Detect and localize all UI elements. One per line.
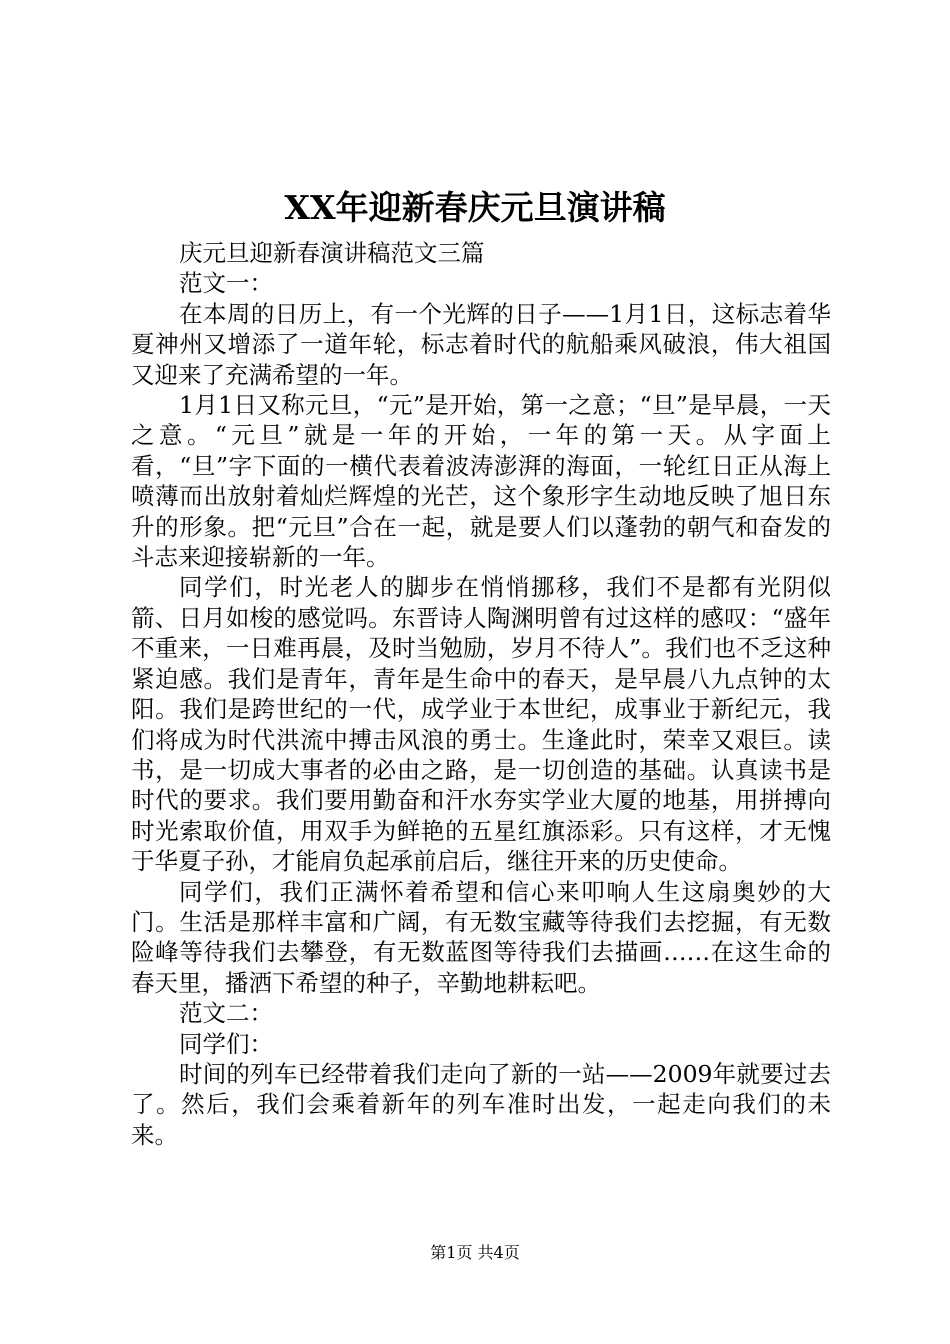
paragraph-greeting: 同学们： [179, 1029, 273, 1058]
paragraph-section-two-heading: 范文二： [179, 999, 273, 1028]
paragraph-new-year-meaning: 1月1日又称元旦，“元”是开始，第一之意；“旦”是早晨，一天之意。“元旦”就是一年的开始，一年的第一天。从字面上看，“旦”字下面的一横代表着波涛澎湃的海面，一轮红日正从海上喷薄而出放射着灿烂辉煌的光芒，这个象形字生动地反映了旭日东升的形象。把“元旦”合在一起，就是要人们以蓬勃的朝气和奋发的斗志来迎接崭新的一年。 [131, 391, 831, 572]
document-body [131, 238, 831, 1150]
paragraph-train-of-time: 时间的列车已经带着我们走向了新的一站——2009年就要过去了。然后，我们会乘着新年的列车准时出发，一起走向我们的未来。 [131, 1059, 831, 1149]
document-title: XX年迎新春庆元旦演讲稿 [284, 188, 666, 227]
paragraph-calendar: 在本周的日历上，有一个光辉的日子——1月1日，这标志着华夏神州又增添了一道年轮，标志着时代的航船乘风破浪，伟大祖国又迎来了充满希望的一年。 [131, 299, 831, 389]
paragraph-time-passing: 同学们，时光老人的脚步在悄悄挪移，我们不是都有光阴似箭、日月如梭的感觉吗。东晋诗人陶渊明曾有过这样的感叹：“盛年不重来，一日难再晨，及时当勉励，岁月不待人”。我们也不乏这种紧迫感。我们是青年，青年是生命中的春天，是早晨八九点钟的太阳。我们是跨世纪的一代，成学业于本世纪，成事业于新纪元，我们将成为时代洪流中搏击风浪的勇士。生逢此时，荣幸又艰巨。读书，是一切成大事者的必由之路，是一切创造的基础。认真读书是时代的要求。我们要用勤奋和汗水夯实学业大厦的地基，用拼搏向时光索取价值，用双手为鲜艳的五星红旗添彩。只有这样，才无愧于华夏子孙，才能肩负起承前启后，继往开来的历史使命。 [131, 573, 831, 876]
paragraph-hope: 同学们，我们正满怀着希望和信心来叩响人生这扇奥妙的大门。生活是那样丰富和广阔，有无数宝藏等待我们去挖掘，有无数险峰等待我们去攀登，有无数蓝图等待我们去描画……在这生命的春天里，播洒下希望的种子，辛勤地耕耘吧。 [131, 877, 831, 997]
paragraph-section-one-heading: 范文一： [179, 269, 273, 298]
paragraph-subtitle: 庆元旦迎新春演讲稿范文三篇 [179, 239, 485, 267]
page-footer: 第1页 共4页 [430, 1243, 520, 1262]
